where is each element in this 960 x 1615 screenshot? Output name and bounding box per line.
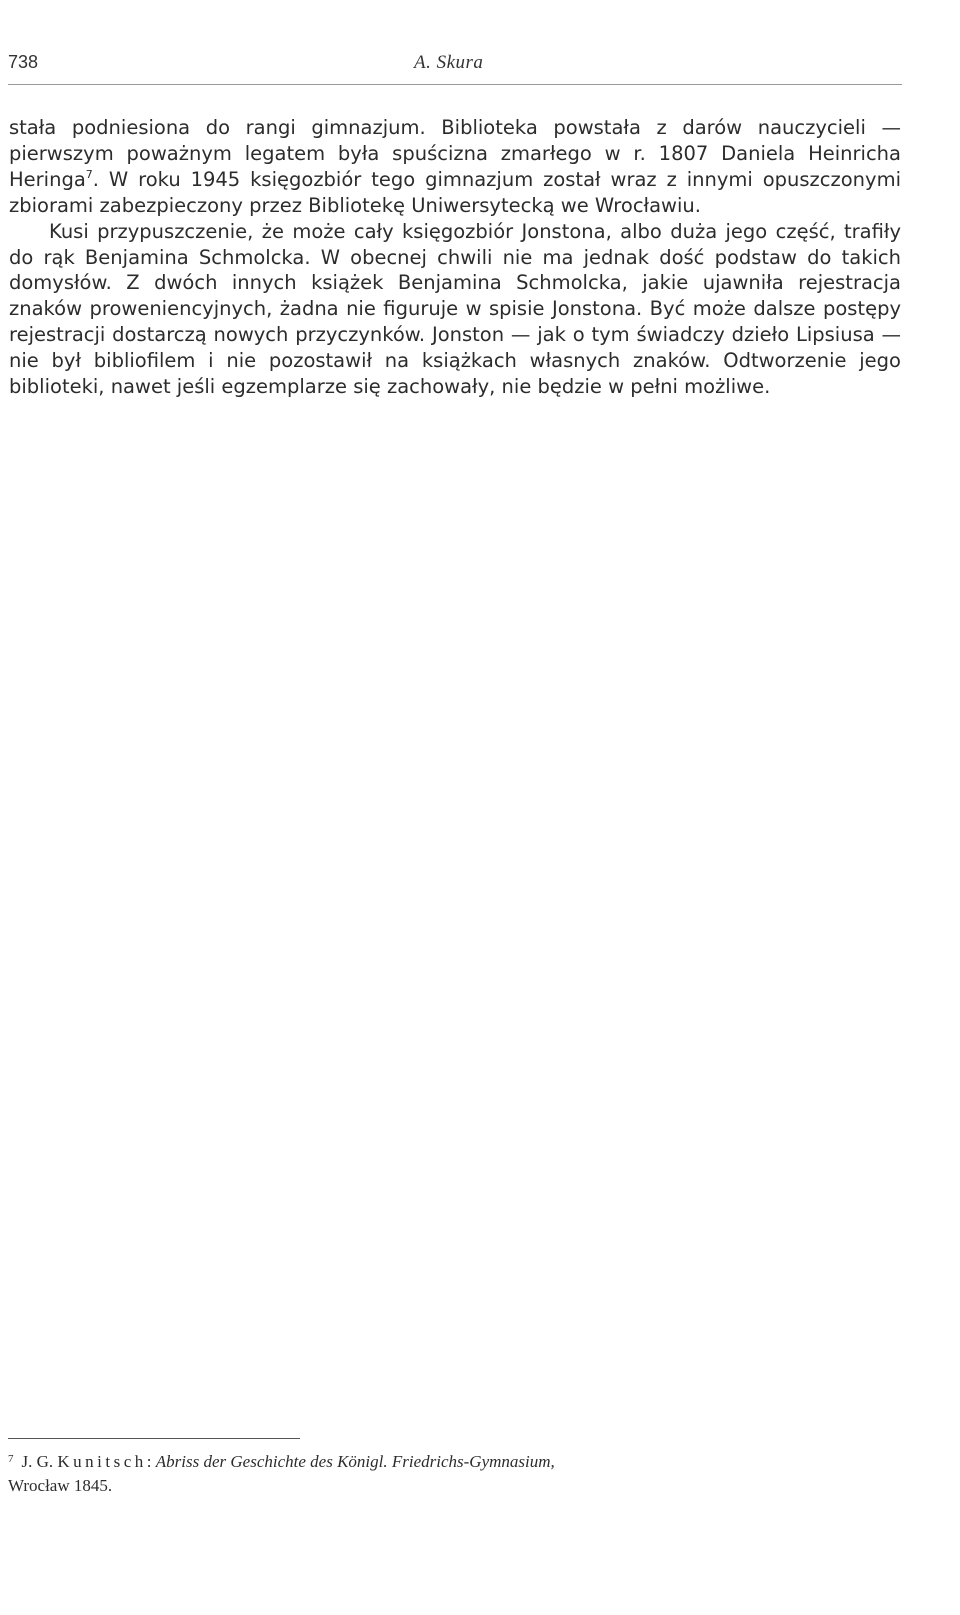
footnote-author-surname: Kunitsch bbox=[57, 1452, 147, 1471]
paragraph-1-text-a: stała podniesiona do rangi gimnazjum. Biblioteka powstała z darów nauczycieli — pierwszym poważnym legatem była spuścizna zmarłego w r. 1807 Daniela Heinricha Heringa bbox=[9, 116, 901, 191]
main-text bbox=[9, 115, 901, 400]
paragraph-1-text-b: . W roku 1945 księgozbiór tego gimnazjum został wraz z innymi opuszczonymi zbiorami zabezpieczony przez Bibliotekę Uniwersytecką we Wrocławiu. bbox=[9, 167, 901, 217]
running-head-author: A. Skura bbox=[414, 52, 484, 73]
header-rule bbox=[8, 84, 902, 85]
footnote-separator: : bbox=[146, 1452, 152, 1471]
footnote-rule bbox=[8, 1438, 300, 1439]
footnote-title: Abriss der Geschichte des Königl. Friedrichs-Gymnasium, bbox=[155, 1452, 555, 1471]
paragraph-2: Kusi przypuszczenie, że może cały księgozbiór Jonstona, albo duża jego część, trafiły do rąk Benjamina Schmolcka. W obecnej chwili nie ma jednak dość podstaw do takich domysłów. Z dwóch innych książek Benjamina Schmolcka, jakie ujawniła rejestracja znaków proweniencyjnych, żadna nie figuruje w spisie Jonstona. Być może dalsze postępy rejestracji dostarczą nowych przyczynków. Jonston — jak o tym świadczy dzieło Lipsiusa — nie był bibliofilem i nie pozostawił na książkach własnych znaków. Odtworzenie jego biblioteki, nawet jeśli egzemplarze się zachowały, nie będzie w pełni możliwe. bbox=[9, 219, 901, 399]
footnote-place-year: Wrocław 1845. bbox=[8, 1476, 113, 1495]
footnote-7 bbox=[8, 1450, 908, 1498]
footnote-reference-7: 7 bbox=[85, 167, 93, 181]
footnote-author-initials: J. G. bbox=[21, 1452, 54, 1471]
page-header bbox=[8, 52, 908, 78]
footnote-marker: 7 bbox=[8, 1453, 14, 1465]
paragraph-1 bbox=[9, 115, 901, 219]
page-number: 738 bbox=[8, 52, 39, 72]
